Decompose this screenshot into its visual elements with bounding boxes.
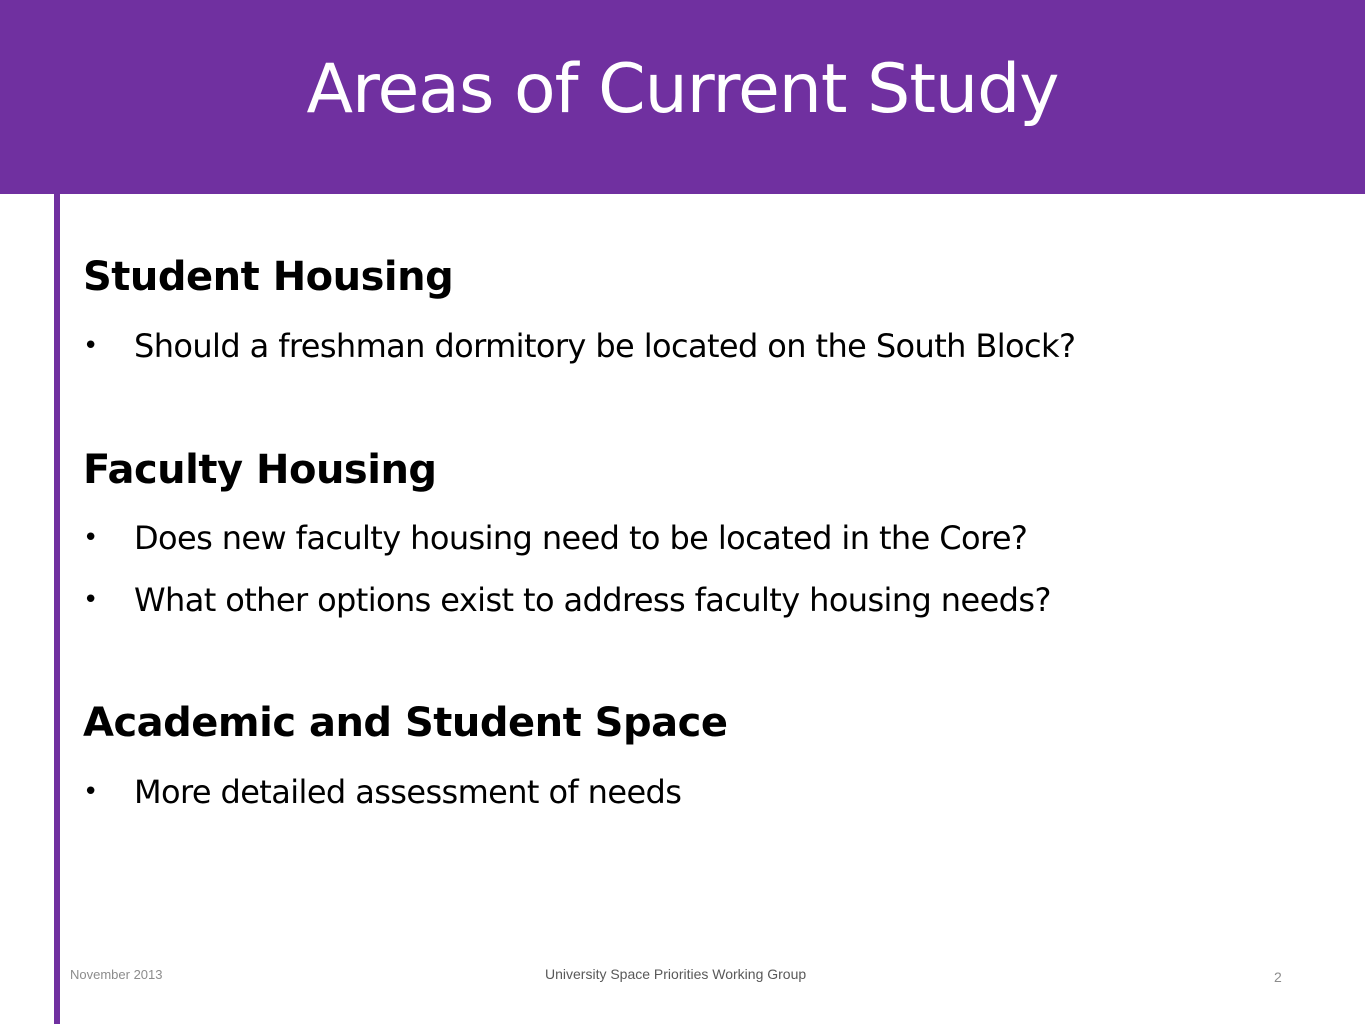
accent-line [54, 194, 60, 1024]
bullet-icon: • [83, 777, 98, 807]
section-heading-faculty-housing: Faculty Housing [83, 447, 437, 493]
footer-date: November 2013 [70, 967, 163, 982]
slide-title: Areas of Current Study [306, 50, 1059, 129]
bullet-icon: • [83, 331, 98, 361]
title-bar [0, 0, 1365, 194]
bullet-icon: • [83, 585, 98, 615]
section-heading-student-housing: Student Housing [83, 254, 454, 300]
bullet-text: Should a freshman dormitory be located on the South Block? [134, 327, 1076, 365]
footer-group-name: University Space Priorities Working Group [545, 966, 807, 982]
section-heading-academic-space: Academic and Student Space [83, 700, 728, 746]
bullet-text: More detailed assessment of needs [134, 773, 682, 811]
slide-number: 2 [1274, 969, 1282, 985]
bullet-text: Does new faculty housing need to be located in the Core? [134, 519, 1028, 557]
bullet-text: What other options exist to address faculty housing needs? [134, 581, 1051, 619]
bullet-icon: • [83, 523, 98, 553]
